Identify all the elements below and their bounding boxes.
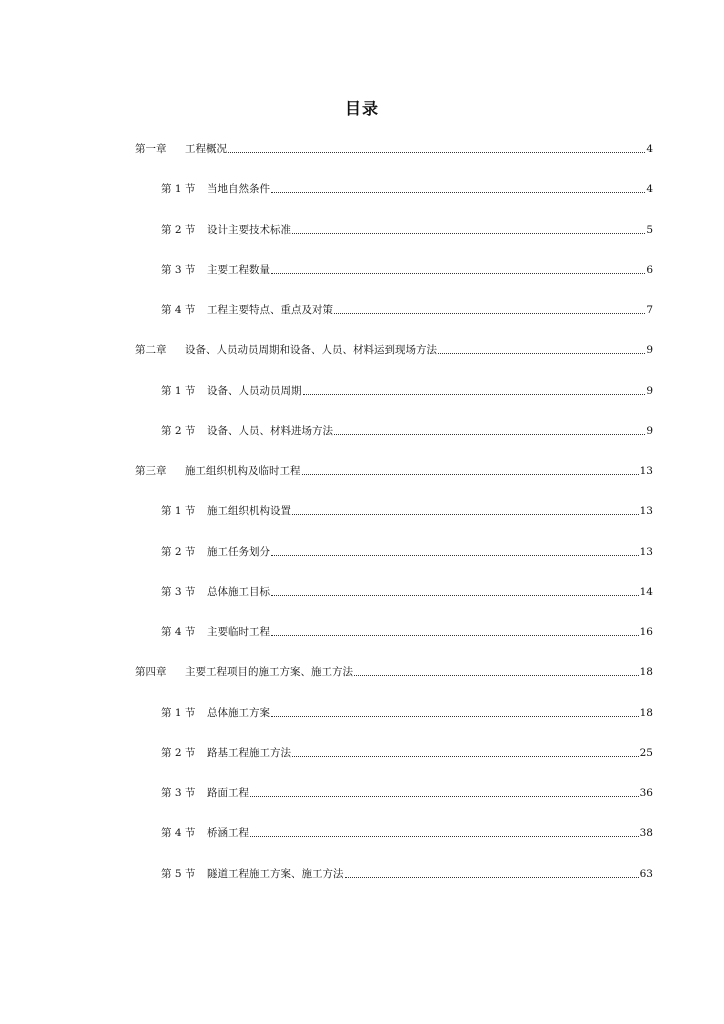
toc-entry-title: 总体施工目标 <box>207 585 270 598</box>
toc-entry-number: 第三章 <box>135 465 167 477</box>
toc-dot-leader <box>271 704 639 717</box>
toc-entry-title: 主要临时工程 <box>207 626 270 638</box>
toc-entry-page-number: 63 <box>639 867 653 880</box>
toc-entry-number: 第 1 节 <box>161 706 196 719</box>
toc-entry-page-number: 9 <box>646 344 653 357</box>
toc-entry-title: 路面工程 <box>207 787 249 799</box>
toc-dot-leader <box>292 502 639 515</box>
toc-entry-title: 施工组织机构设置 <box>207 505 291 518</box>
toc-entry-title: 当地自然条件 <box>207 183 270 196</box>
toc-entry-title: 施工任务划分 <box>207 545 270 558</box>
toc-dot-leader <box>250 784 639 797</box>
toc-entry-number: 第 1 节 <box>161 183 196 196</box>
toc-dot-leader <box>334 301 645 314</box>
toc-entry-title: 路基工程施工方法 <box>207 746 291 759</box>
toc-entry-page-number: 14 <box>639 585 653 598</box>
toc-dot-leader <box>271 180 645 193</box>
toc-entry-page-number: 4 <box>646 183 653 196</box>
toc-section-entry[interactable] <box>0 261 653 301</box>
toc-entry-page-number: 9 <box>646 424 653 437</box>
toc-list <box>0 140 724 905</box>
toc-entry-page-number: 13 <box>639 465 653 477</box>
toc-entry-page-number: 13 <box>639 505 653 518</box>
toc-section-entry[interactable] <box>0 865 653 905</box>
toc-entry-number: 第二章 <box>135 344 167 357</box>
toc-entry-title: 施工组织机构及临时工程 <box>185 465 301 477</box>
toc-dot-leader <box>302 462 639 475</box>
toc-dot-leader <box>250 824 639 837</box>
toc-entry-number: 第 1 节 <box>161 384 196 397</box>
toc-entry-title: 设备、人员动员周期 <box>207 384 302 397</box>
toc-entry-number: 第 2 节 <box>161 545 196 558</box>
toc-entry-number: 第 3 节 <box>161 585 196 598</box>
toc-entry-page-number: 7 <box>646 304 653 316</box>
toc-entry-number: 第 3 节 <box>161 787 196 799</box>
toc-section-entry[interactable] <box>0 744 653 784</box>
toc-entry-page-number: 38 <box>639 827 653 840</box>
toc-entry-page-number: 36 <box>639 787 653 799</box>
toc-entry-page-number: 6 <box>646 263 653 276</box>
toc-dot-leader <box>354 663 639 676</box>
toc-section-entry[interactable] <box>0 180 653 220</box>
toc-entry-number: 第 2 节 <box>161 424 196 437</box>
toc-entry-page-number: 25 <box>639 746 653 759</box>
toc-dot-leader <box>271 623 639 636</box>
toc-entry-number: 第 2 节 <box>161 223 196 236</box>
toc-section-entry[interactable] <box>0 824 653 864</box>
toc-dot-leader <box>271 583 639 596</box>
toc-section-entry[interactable] <box>0 543 653 583</box>
toc-entry-title: 主要工程项目的施工方案、施工方法 <box>185 666 353 679</box>
toc-entry-title: 设备、人员、材料进场方法 <box>207 424 333 437</box>
toc-entry-page-number: 18 <box>639 666 653 679</box>
toc-dot-leader <box>271 543 639 556</box>
toc-entry-page-number: 9 <box>646 384 653 397</box>
toc-title: 目录 <box>344 99 379 118</box>
toc-entry-title: 工程概况 <box>185 143 227 155</box>
toc-chapter-entry[interactable] <box>0 663 653 703</box>
toc-section-entry[interactable] <box>0 422 653 462</box>
toc-entry-number: 第 1 节 <box>161 505 196 518</box>
toc-dot-leader <box>345 865 639 878</box>
toc-entry-title: 工程主要特点、重点及对策 <box>207 304 333 316</box>
toc-entry-number: 第 2 节 <box>161 746 196 759</box>
toc-chapter-entry[interactable] <box>0 341 653 381</box>
toc-section-entry[interactable] <box>0 583 653 623</box>
toc-dot-leader <box>228 140 645 153</box>
toc-section-entry[interactable] <box>0 301 653 341</box>
toc-chapter-entry[interactable] <box>0 140 653 180</box>
toc-chapter-entry[interactable] <box>0 462 653 502</box>
toc-dot-leader <box>292 744 639 757</box>
toc-entry-page-number: 4 <box>646 143 653 155</box>
toc-entry-title: 主要工程数量 <box>207 263 270 276</box>
toc-entry-number: 第 4 节 <box>161 626 196 638</box>
toc-entry-number: 第 4 节 <box>161 304 196 316</box>
toc-dot-leader <box>438 341 645 354</box>
toc-dot-leader <box>303 382 646 395</box>
toc-entry-number: 第 5 节 <box>161 867 196 880</box>
toc-section-entry[interactable] <box>0 784 653 824</box>
toc-entry-number: 第 3 节 <box>161 263 196 276</box>
toc-section-entry[interactable] <box>0 623 653 663</box>
toc-section-entry[interactable] <box>0 382 653 422</box>
toc-section-entry[interactable] <box>0 704 653 744</box>
toc-section-entry[interactable] <box>0 221 653 261</box>
toc-dot-leader <box>334 422 645 435</box>
toc-entry-page-number: 13 <box>639 545 653 558</box>
toc-entry-number: 第一章 <box>135 143 167 155</box>
toc-entry-page-number: 5 <box>646 223 653 236</box>
toc-dot-leader <box>271 261 645 274</box>
toc-entry-page-number: 18 <box>639 706 653 719</box>
toc-entry-title: 隧道工程施工方案、施工方法 <box>207 867 344 880</box>
toc-entry-page-number: 16 <box>639 626 653 638</box>
toc-dot-leader <box>292 221 645 234</box>
toc-entry-title: 设计主要技术标准 <box>207 223 291 236</box>
toc-entry-number: 第 4 节 <box>161 827 196 840</box>
toc-section-entry[interactable] <box>0 502 653 542</box>
toc-entry-title: 设备、人员动员周期和设备、人员、材料运到现场方法 <box>185 344 437 357</box>
toc-entry-number: 第四章 <box>135 666 167 679</box>
toc-entry-title: 总体施工方案 <box>207 706 270 719</box>
toc-entry-title: 桥涵工程 <box>207 827 249 840</box>
